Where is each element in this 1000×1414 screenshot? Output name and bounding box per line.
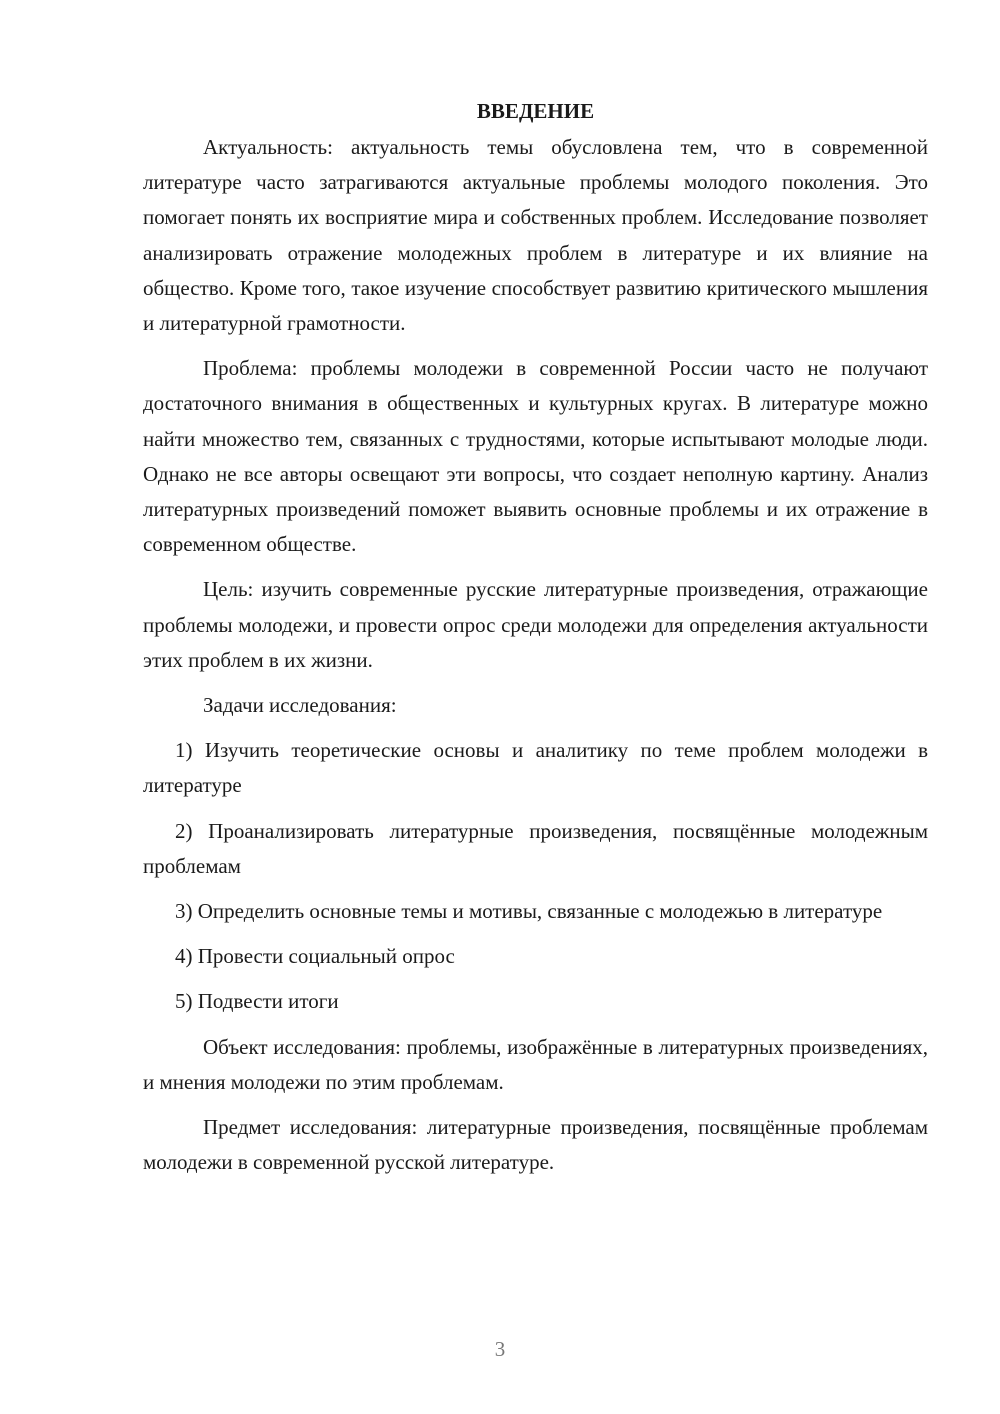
page-number: 3 (494, 1337, 506, 1361)
paragraph-problem: Проблема: проблемы молодежи в современной России часто не получают достаточного внимания в общественных и культурных кругах. В литературе можно найти множество тем, связанных с трудностями, которые испытывают молодые люди. Однако не все авторы освещают эти вопросы, что создает неполную картину. Анализ литературных произведений поможет выявить основные проблемы и их отражение в современном обществе. (143, 356, 928, 557)
paragraph-object: Объект исследования: проблемы, изображённые в литературных произведениях, и мнения молодежи по этим проблемам. (143, 1034, 928, 1094)
paragraph-subject: Предмет исследования: литературные произведения, посвящённые проблемам молодежи в современной русской литературе. (143, 1115, 928, 1175)
task-item-2: 2) Проанализировать литературные произведения, посвящённые молодежным проблемам (143, 818, 928, 878)
page-content (143, 94, 928, 1190)
paragraph-relevance: Актуальность: актуальность темы обусловлена тем, что в современной литературе часто затрагиваются актуальные проблемы молодого поколения. Это помогает понять их восприятие мира и собственных проблем. Исследование позволяет анализировать отражение молодежных проблем в литературе и их влияние на общество. Кроме того, такое изучение способствует развитию критического мышления и литературной грамотности. (143, 135, 928, 336)
task-item-1: 1) Изучить теоретические основы и аналитику по теме проблем молодежи в литературе (143, 738, 928, 798)
section-heading: ВВЕДЕНИЕ (476, 99, 595, 123)
tasks-heading: Задачи исследования: (203, 693, 397, 718)
paragraph-goal: Цель: изучить современные русские литературные произведения, отражающие проблемы молодежи, и провести опрос среди молодежи для определения актуальности этих проблем в их жизни. (143, 577, 928, 672)
task-item-3: 3) Определить основные темы и мотивы, связанные с молодежью в литературе (175, 899, 883, 924)
task-item-5: 5) Подвести итоги (175, 989, 339, 1014)
task-item-4: 4) Провести социальный опрос (175, 944, 455, 969)
